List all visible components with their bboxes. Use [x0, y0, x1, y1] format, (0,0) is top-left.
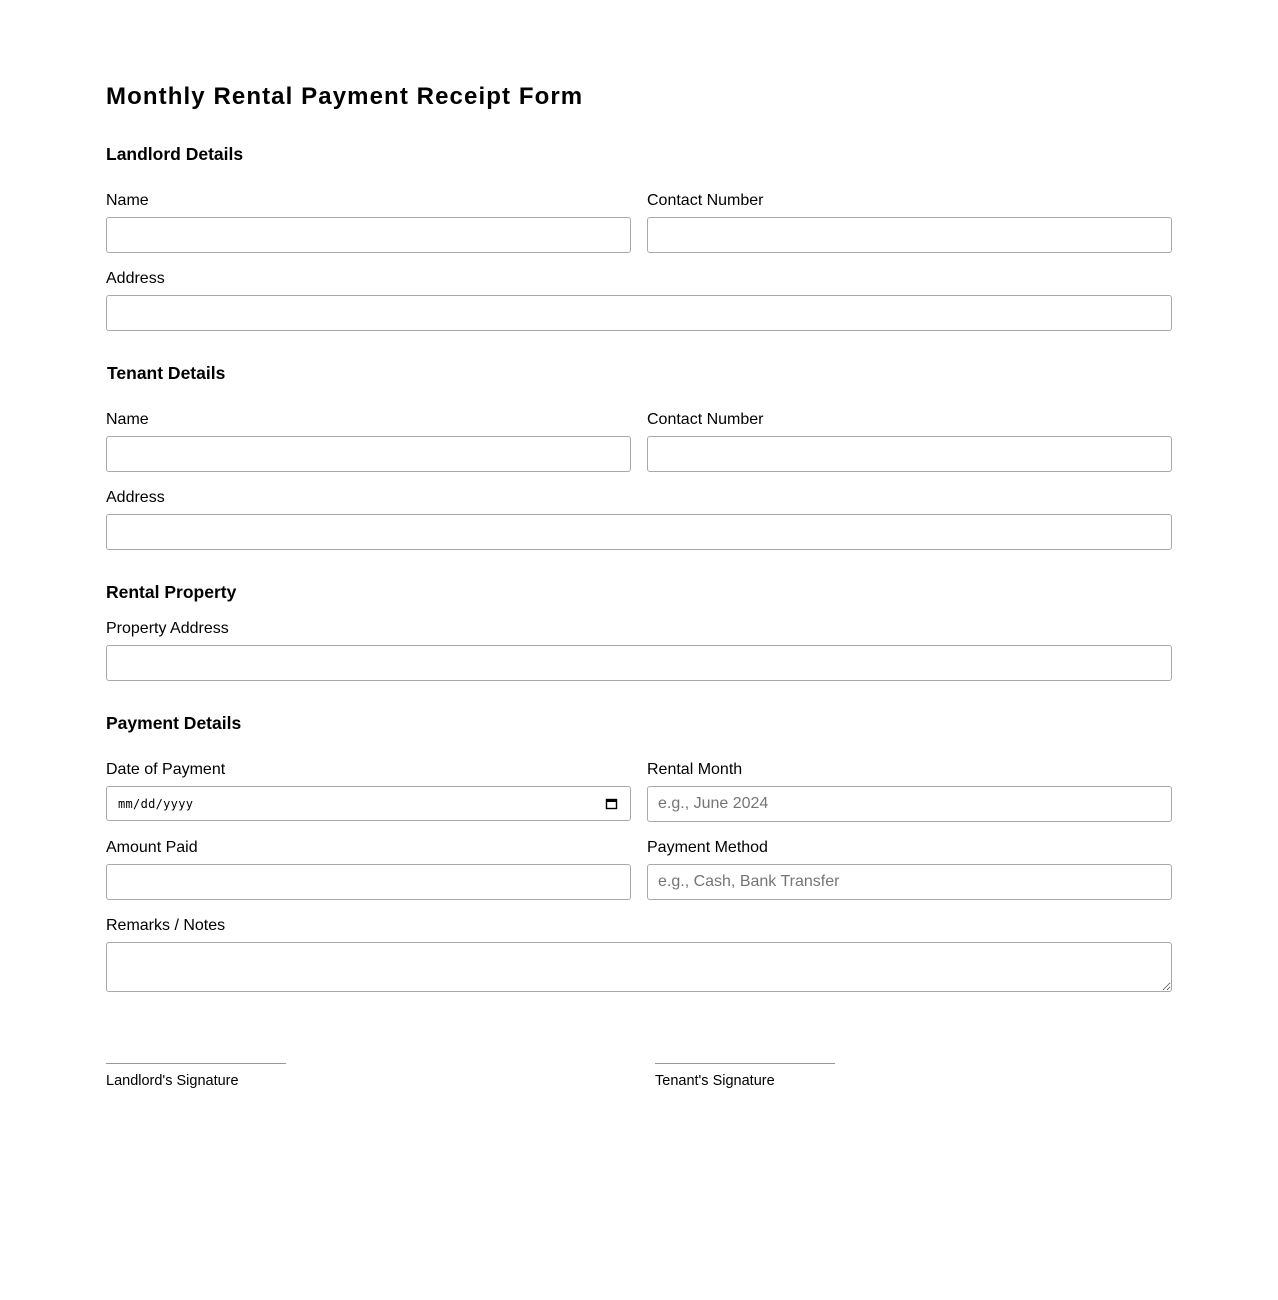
landlord-address-input[interactable]: [106, 295, 1172, 331]
tenant-section-heading: Tenant Details: [107, 363, 226, 383]
date-of-payment-label: Date of Payment: [106, 761, 226, 778]
payment-method-label: Payment Method: [647, 839, 768, 856]
remarks-label: Remarks / Notes: [106, 917, 226, 934]
rental-month-label: Rental Month: [647, 761, 743, 778]
tenant-contact-label: Contact Number: [647, 411, 764, 428]
tenant-name-label: Name: [106, 411, 149, 428]
tenant-address-input[interactable]: [106, 514, 1172, 550]
calendar-icon[interactable]: [605, 797, 618, 810]
landlord-address-label: Address: [106, 270, 165, 287]
property-address-input[interactable]: [106, 645, 1172, 681]
tenant-address-label: Address: [106, 489, 165, 506]
tenant-name-input[interactable]: [106, 436, 631, 472]
property-section-heading: Rental Property: [106, 582, 237, 602]
page-title: Monthly Rental Payment Receipt Form: [106, 83, 584, 110]
landlord-section-heading: Landlord Details: [106, 144, 244, 164]
landlord-name-label: Name: [106, 192, 149, 209]
tenant-signature-line: [655, 1063, 835, 1064]
payment-method-input[interactable]: [647, 864, 1172, 900]
landlord-name-input[interactable]: [106, 217, 631, 253]
tenant-signature-block: [655, 1063, 835, 1089]
amount-paid-input[interactable]: [106, 864, 631, 900]
remarks-textarea[interactable]: [106, 942, 1172, 992]
landlord-signature-line: [106, 1063, 286, 1064]
date-placeholder: mm/dd/yyyy: [118, 796, 194, 811]
date-of-payment-input[interactable]: [106, 786, 631, 821]
tenant-contact-input[interactable]: [647, 436, 1172, 472]
payment-section-heading: Payment Details: [106, 713, 242, 733]
landlord-contact-input[interactable]: [647, 217, 1172, 253]
rental-month-input[interactable]: [647, 786, 1172, 822]
property-address-label: Property Address: [106, 620, 229, 637]
tenant-signature-label: Tenant's Signature: [655, 1073, 775, 1089]
amount-paid-label: Amount Paid: [106, 839, 198, 856]
landlord-contact-label: Contact Number: [647, 192, 764, 209]
landlord-signature-block: [106, 1063, 286, 1089]
landlord-signature-label: Landlord's Signature: [106, 1073, 239, 1089]
